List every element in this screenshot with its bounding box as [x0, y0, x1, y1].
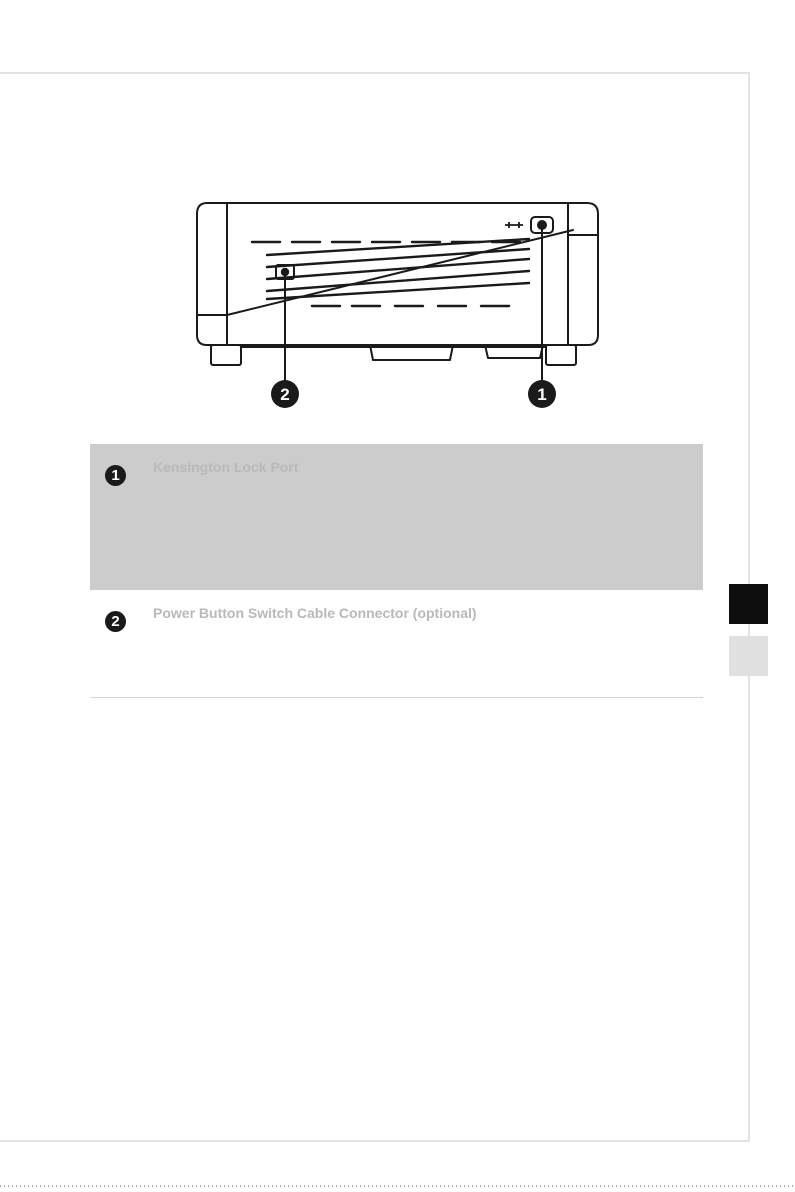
callout-1-badge [528, 380, 556, 408]
language-tab-active[interactable] [729, 584, 768, 624]
feature-row-power-switch [90, 590, 703, 698]
svg-text:1: 1 [537, 385, 547, 404]
language-tab-inactive[interactable] [729, 636, 768, 676]
feature-number-badge: 1 [105, 465, 126, 486]
crop-marks [0, 1182, 795, 1192]
callout-2-badge [271, 380, 299, 408]
svg-text:2: 2 [280, 385, 290, 404]
feature-number-badge: 2 [105, 611, 126, 632]
kensington-lock-port [505, 217, 553, 233]
device-front-illustration [195, 195, 600, 420]
feature-row-kensington [90, 444, 703, 590]
feature-title: Power Button Switch Cable Connector (optional) [153, 605, 477, 621]
feature-title: Kensington Lock Port [153, 459, 299, 475]
